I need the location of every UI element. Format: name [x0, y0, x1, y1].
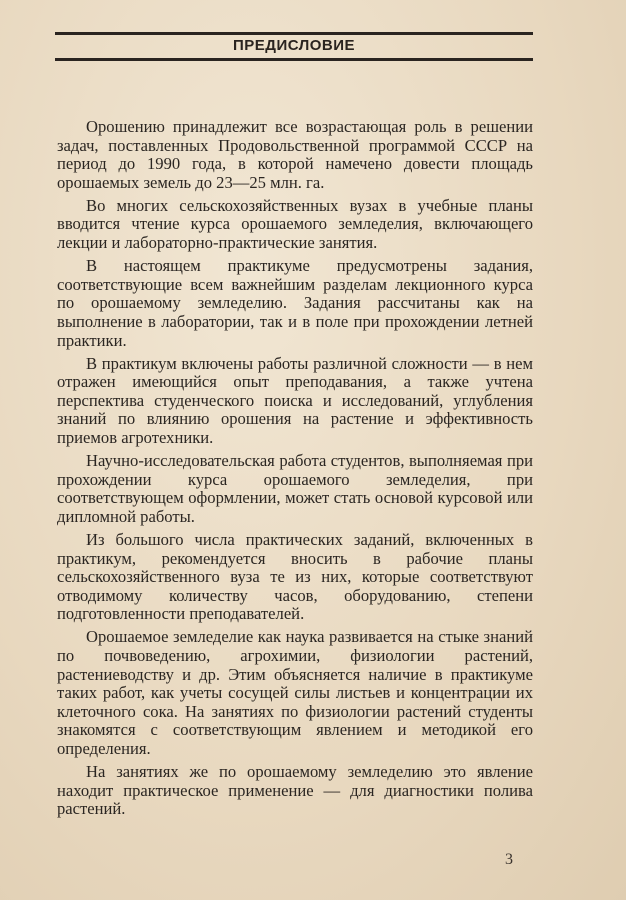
paragraph-7: Орошаемое земледелие как наука развивается на стыке знаний по почвоведению, агрохимии, физиологии растений, растениеводству и др. Этим объясняется наличие в практикуме таких работ, как учеты сосущей силы листьев и концентрации их клеточного сока. На занятиях по физиологии растений студенты знакомятся с соответствующим явлением и методикой его определения. — [57, 627, 533, 758]
paragraph-8: На занятиях же по орошаемому земледелию это явление находит практическое применение — для диагностики полива растений. — [57, 762, 533, 819]
preface-body — [57, 118, 533, 823]
page-title: ПРЕДИСЛОВИЕ — [232, 37, 356, 54]
paragraph-2: Во многих сельскохозяйственных вузах в учебные планы вводится чтение курса орошаемого земледелия, включающего лекции и лабораторно-практические занятия. — [57, 195, 533, 253]
page-number: 3 — [505, 851, 513, 868]
paragraph-5: Научно-исследовательская работа студентов, выполняемая при прохождении курса орошаемого земледелия, при соответствующем оформлении, может стать основой курсовой или дипломной работы. — [57, 451, 533, 526]
heading-rule-bottom — [55, 58, 533, 61]
paragraph-3: В настоящем практикуме предусмотрены задания, соответствующие всем важнейшим разделам лекционного курса по орошаемому земледелию. Задания рассчитаны как на выполнение в лаборатории, так и в поле при прохождении летней практики. — [57, 256, 533, 350]
paragraph-4: В практикум включены работы различной сложности — в нем отражен имеющийся опыт преподавания, а также учтена перспектива студенческого поиска и исследований, углубления знаний по влиянию орошения на растение и эффективность приемов агротехники. — [57, 353, 533, 447]
heading-rule-top — [55, 32, 533, 35]
paragraph-6: Из большого числа практических заданий, включенных в практикум, рекомендуется вносить в рабочие планы сельскохозяйственного вуза те из них, которые соответствуют отводимому количеству часов, оборудованию, степени подготовленности преподавателей. — [57, 529, 533, 624]
paragraph-1: Орошению принадлежит все возрастающая роль в решении задач, поставленных Продовольственной программой СССР на период до 1990 года, в которой намечено довести площадь орошаемых земель до 23—25 млн. га. — [57, 117, 533, 192]
